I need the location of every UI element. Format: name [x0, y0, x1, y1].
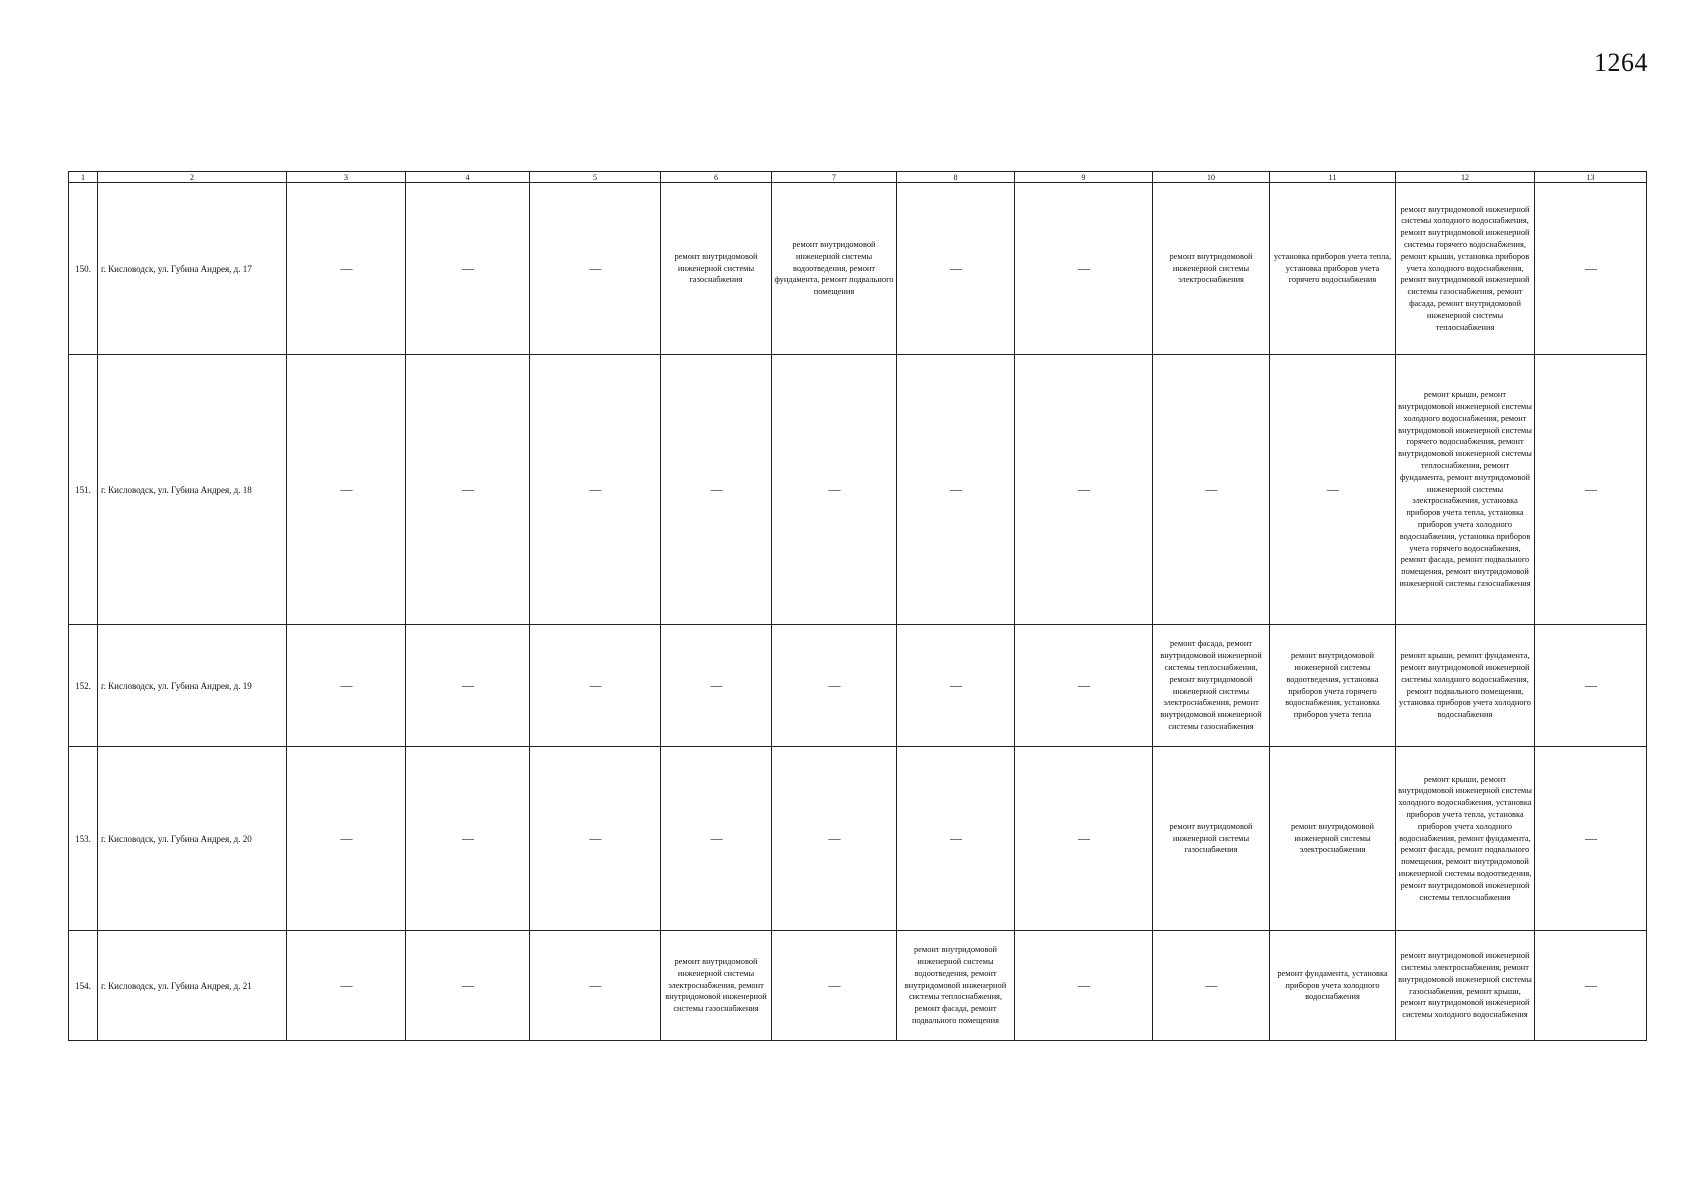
table-cell: ремонт фундамента, установка приборов учета холодного водоснабжения: [1270, 931, 1396, 1041]
address-cell: г. Кисловодск, ул. Губина Андрея, д. 21: [98, 931, 287, 1041]
table-cell: —: [406, 747, 530, 931]
table-cell: —: [897, 355, 1015, 625]
table-cell: —: [530, 183, 661, 355]
table-cell: ремонт крыши, ремонт внутридомовой инженерной системы холодного водоснабжения, ремонт внутридомовой инженерной системы горячего водоснабжения, ремонт внутридомовой инженерной системы теплоснабжения, ремонт фундамента, ремонт внутридомовой инженерной системы электроснабжения, установка приборов учета тепла, установка приборов учета холодного водоснабжения, установка приборов учета горячего водоснабжения, ремонт фасада, ремонт подвального помещения, ремонт внутридомовой инженерной системы газоснабжения: [1396, 355, 1535, 625]
row-number: 152.: [69, 625, 98, 747]
table-cell: ремонт внутридомовой инженерной системы холодного водоснабжения, ремонт внутридомовой инженерной системы горячего водоснабжения, ремонт крыши, установка приборов учета холодного водоснабжения, ремонт внутридомовой инженерной системы газоснабжения, ремонт фасада, ремонт внутридомовой инженерной системы теплоснабжения: [1396, 183, 1535, 355]
table-cell: —: [287, 625, 406, 747]
table-cell: —: [1015, 355, 1153, 625]
table-cell: —: [772, 931, 897, 1041]
column-number: 10: [1153, 172, 1270, 183]
table-cell: ремонт внутридомовой инженерной системы электроснабжения, ремонт внутридомовой инженерной системы газоснабжения, ремонт крыши, ремонт внутридомовой инженерной системы холодного водоснабжения: [1396, 931, 1535, 1041]
column-number-row: [69, 172, 1647, 183]
table-cell: —: [287, 931, 406, 1041]
table-cell: —: [897, 183, 1015, 355]
table-row: [69, 183, 1647, 355]
table-cell: ремонт внутридомовой инженерной системы водоотведения, установка приборов учета горячего водоснабжения, установка приборов учета тепла: [1270, 625, 1396, 747]
table-cell: —: [661, 747, 772, 931]
column-number: 8: [897, 172, 1015, 183]
page-number: 1264: [1594, 48, 1648, 77]
address-cell: г. Кисловодск, ул. Губина Андрея, д. 19: [98, 625, 287, 747]
table-cell: —: [772, 355, 897, 625]
table-cell: —: [1015, 931, 1153, 1041]
table-cell: ремонт фасада, ремонт внутридомовой инженерной системы теплоснабжения, ремонт внутридомовой инженерной системы электроснабжения, ремонт внутридомовой инженерной системы газоснабжения: [1153, 625, 1270, 747]
address-cell: г. Кисловодск, ул. Губина Андрея, д. 20: [98, 747, 287, 931]
table-cell: —: [661, 355, 772, 625]
column-number: 1: [69, 172, 98, 183]
address-cell: г. Кисловодск, ул. Губина Андрея, д. 18: [98, 355, 287, 625]
table-cell: —: [530, 625, 661, 747]
row-number: 154.: [69, 931, 98, 1041]
column-number: 7: [772, 172, 897, 183]
table-cell: ремонт внутридомовой инженерной системы газоснабжения: [661, 183, 772, 355]
table-cell: —: [1270, 355, 1396, 625]
table-cell: ремонт крыши, ремонт фундамента, ремонт внутридомовой инженерной системы холодного водоснабжения, ремонт подвального помещения, установка приборов учета холодного водоснабжения: [1396, 625, 1535, 747]
table-cell: ремонт внутридомовой инженерной системы водоотведения, ремонт фундамента, ремонт подвального помещения: [772, 183, 897, 355]
column-number: 3: [287, 172, 406, 183]
table-row: [69, 747, 1647, 931]
row-number: 151.: [69, 355, 98, 625]
table-cell: ремонт внутридомовой инженерной системы электроснабжения: [1270, 747, 1396, 931]
table-cell: —: [406, 625, 530, 747]
table-cell: —: [1535, 625, 1647, 747]
column-number: 2: [98, 172, 287, 183]
table-cell: —: [530, 355, 661, 625]
row-number: 150.: [69, 183, 98, 355]
column-number: 5: [530, 172, 661, 183]
table-row: [69, 931, 1647, 1041]
table-cell: —: [1535, 931, 1647, 1041]
table-cell: —: [1535, 747, 1647, 931]
table-cell: —: [406, 183, 530, 355]
column-number: 12: [1396, 172, 1535, 183]
table-cell: —: [772, 625, 897, 747]
table-cell: —: [1535, 183, 1647, 355]
table-cell: —: [530, 931, 661, 1041]
table-cell: установка приборов учета тепла, установка приборов учета горячего водоснабжения: [1270, 183, 1396, 355]
table-cell: —: [661, 625, 772, 747]
table-cell: —: [406, 931, 530, 1041]
table-cell: —: [772, 747, 897, 931]
table-cell: ремонт внутридомовой инженерной системы электроснабжения, ремонт внутридомовой инженерной системы газоснабжения: [661, 931, 772, 1041]
table-cell: —: [1015, 625, 1153, 747]
table-row: [69, 355, 1647, 625]
table-cell: —: [406, 355, 530, 625]
table-cell: —: [1015, 747, 1153, 931]
table-cell: ремонт внутридомовой инженерной системы водоотведения, ремонт внутридомовой инженерной системы теплоснабжения, ремонт фасада, ремонт подвального помещения: [897, 931, 1015, 1041]
table-cell: —: [1153, 355, 1270, 625]
table-cell: —: [530, 747, 661, 931]
table-row: [69, 625, 1647, 747]
table-cell: ремонт внутридомовой инженерной системы газоснабжения: [1153, 747, 1270, 931]
table-cell: —: [1535, 355, 1647, 625]
column-number: 6: [661, 172, 772, 183]
table-cell: —: [1015, 183, 1153, 355]
table-cell: —: [897, 625, 1015, 747]
column-number: 11: [1270, 172, 1396, 183]
table-cell: ремонт внутридомовой инженерной системы электроснабжения: [1153, 183, 1270, 355]
table-cell: —: [1153, 931, 1270, 1041]
column-number: 4: [406, 172, 530, 183]
column-number: 13: [1535, 172, 1647, 183]
table-cell: —: [897, 747, 1015, 931]
table-cell: ремонт крыши, ремонт внутридомовой инженерной системы холодного водоснабжения, установка приборов учета тепла, установка приборов учета холодного водоснабжения, ремонт фундамента, ремонт фасада, ремонт подвального помещения, ремонт внутридомовой инженерной системы водоотведения, ремонт внутридомовой инженерной системы теплоснабжения: [1396, 747, 1535, 931]
column-number: 9: [1015, 172, 1153, 183]
table-cell: —: [287, 747, 406, 931]
row-number: 153.: [69, 747, 98, 931]
address-cell: г. Кисловодск, ул. Губина Андрея, д. 17: [98, 183, 287, 355]
table-cell: —: [287, 183, 406, 355]
works-table: [68, 171, 1647, 1041]
table-cell: —: [287, 355, 406, 625]
